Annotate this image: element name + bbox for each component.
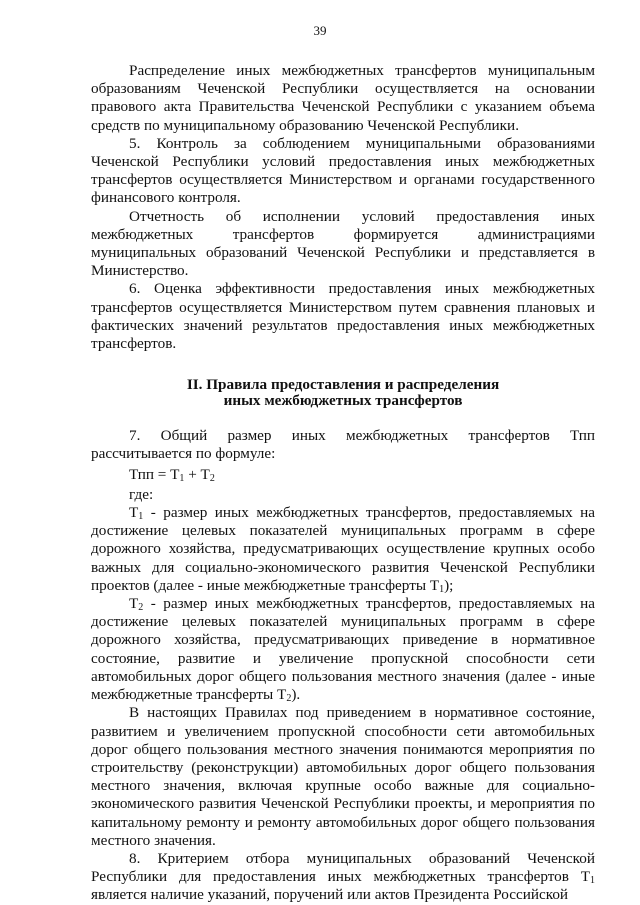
definition-t2 — [91, 595, 595, 704]
t2-text: - размер иных межбюджетных трансфертов, предоставляемых на достижение целевых показателей муниципальных программ в сфере дорожного хозяйства, предусматривающих приведение в нормативное состояние, развитие и увеличение пропускной способности сети автомобильных дорог общего пользования местного значения (далее - иные межбюджетные трансферты Т — [91, 595, 595, 704]
paragraph-evaluation: 6. Оценка эффективности предоставления иных межбюджетных трансфертов осуществляется Министерством путем сравнения плановых и фактических значений результатов предоставления иных межбюджетных трансфертов. — [91, 280, 595, 353]
paragraph-criterion — [91, 850, 595, 905]
t2-sub: 2 — [138, 602, 144, 614]
t1-sub: 1 — [138, 511, 144, 523]
t2-end: ). — [291, 686, 301, 704]
criterion-end: является наличие указаний, поручений или актов Президента Российской — [91, 886, 569, 904]
where-label: где: — [129, 485, 154, 503]
page-number: 39 — [313, 23, 327, 38]
definition-t1 — [91, 504, 595, 595]
section-heading-line1: II. Правила предоставления и распределения — [186, 376, 500, 394]
t2-end-sub: 2 — [286, 693, 292, 705]
formula — [91, 466, 595, 484]
paragraph-total-size: 7. Общий размер иных межбюджетных трансфертов Тпп рассчитывается по формуле: — [91, 427, 595, 463]
formula-sub2: 2 — [209, 472, 215, 484]
t1-symbol: Т — [129, 504, 139, 522]
paragraph-reporting: Отчетность об исполнении условий предоставления иных межбюджетных трансфертов формируется администрациями муниципальных образований Чеченской Республики и представляется в Министерство. — [91, 207, 595, 280]
document-body — [91, 62, 595, 905]
formula-sub1: 1 — [179, 472, 185, 484]
criterion-text: 8. Критерием отбора муниципальных образований Чеченской Республики для предоставления иных межбюджетных трансфертов Т — [91, 849, 595, 886]
paragraph-distribution: Распределение иных межбюджетных трансфертов муниципальным образованиям Чеченской Республики осуществляется на основании правового акта Правительства Чеченской Республики с указанием объема средств по муниципальному образованию Чеченской Республики. — [91, 62, 595, 134]
section-heading — [91, 377, 595, 409]
paragraph-control: 5. Контроль за соблюдением муниципальными образованиями Чеченской Республики условий предоставления иных межбюджетных трансфертов осуществляется Министерством и органами государственного финансового контроля. — [91, 134, 595, 207]
t1-end-sub: 1 — [439, 583, 445, 595]
criterion-sub: 1 — [590, 875, 595, 887]
section-heading-line2: иных межбюджетных трансфертов — [223, 392, 463, 410]
paragraph-rules-definition: В настоящих Правилах под приведением в нормативное состояние, развитием и увеличением пропускной способности сети автомобильных дорог общего пользования местного значения понимаются мероприятия по строительству (реконструкции) автомобильных дорог общего пользования местного значения, включая крупные особо важные для социально-экономического развития Чеченской Республики проекты, и мероприятия по капитальному ремонту и ремонту автомобильных дорог общего пользования местного значения. — [91, 704, 595, 849]
formula-lhs: Тпп = Т — [129, 465, 180, 483]
t1-end: ); — [444, 576, 454, 594]
formula-plus: + Т — [184, 465, 210, 483]
t2-symbol: Т — [129, 595, 139, 613]
t1-text: - размер иных межбюджетных трансфертов, предоставляемых на достижение целевых показателей муниципальных программ в сфере дорожного хозяйства, предусматривающих осуществление крупных особо важных для социально-экономического развития Чеченской Республики проектов (далее - иные межбюджетные трансферты Т — [91, 504, 595, 594]
